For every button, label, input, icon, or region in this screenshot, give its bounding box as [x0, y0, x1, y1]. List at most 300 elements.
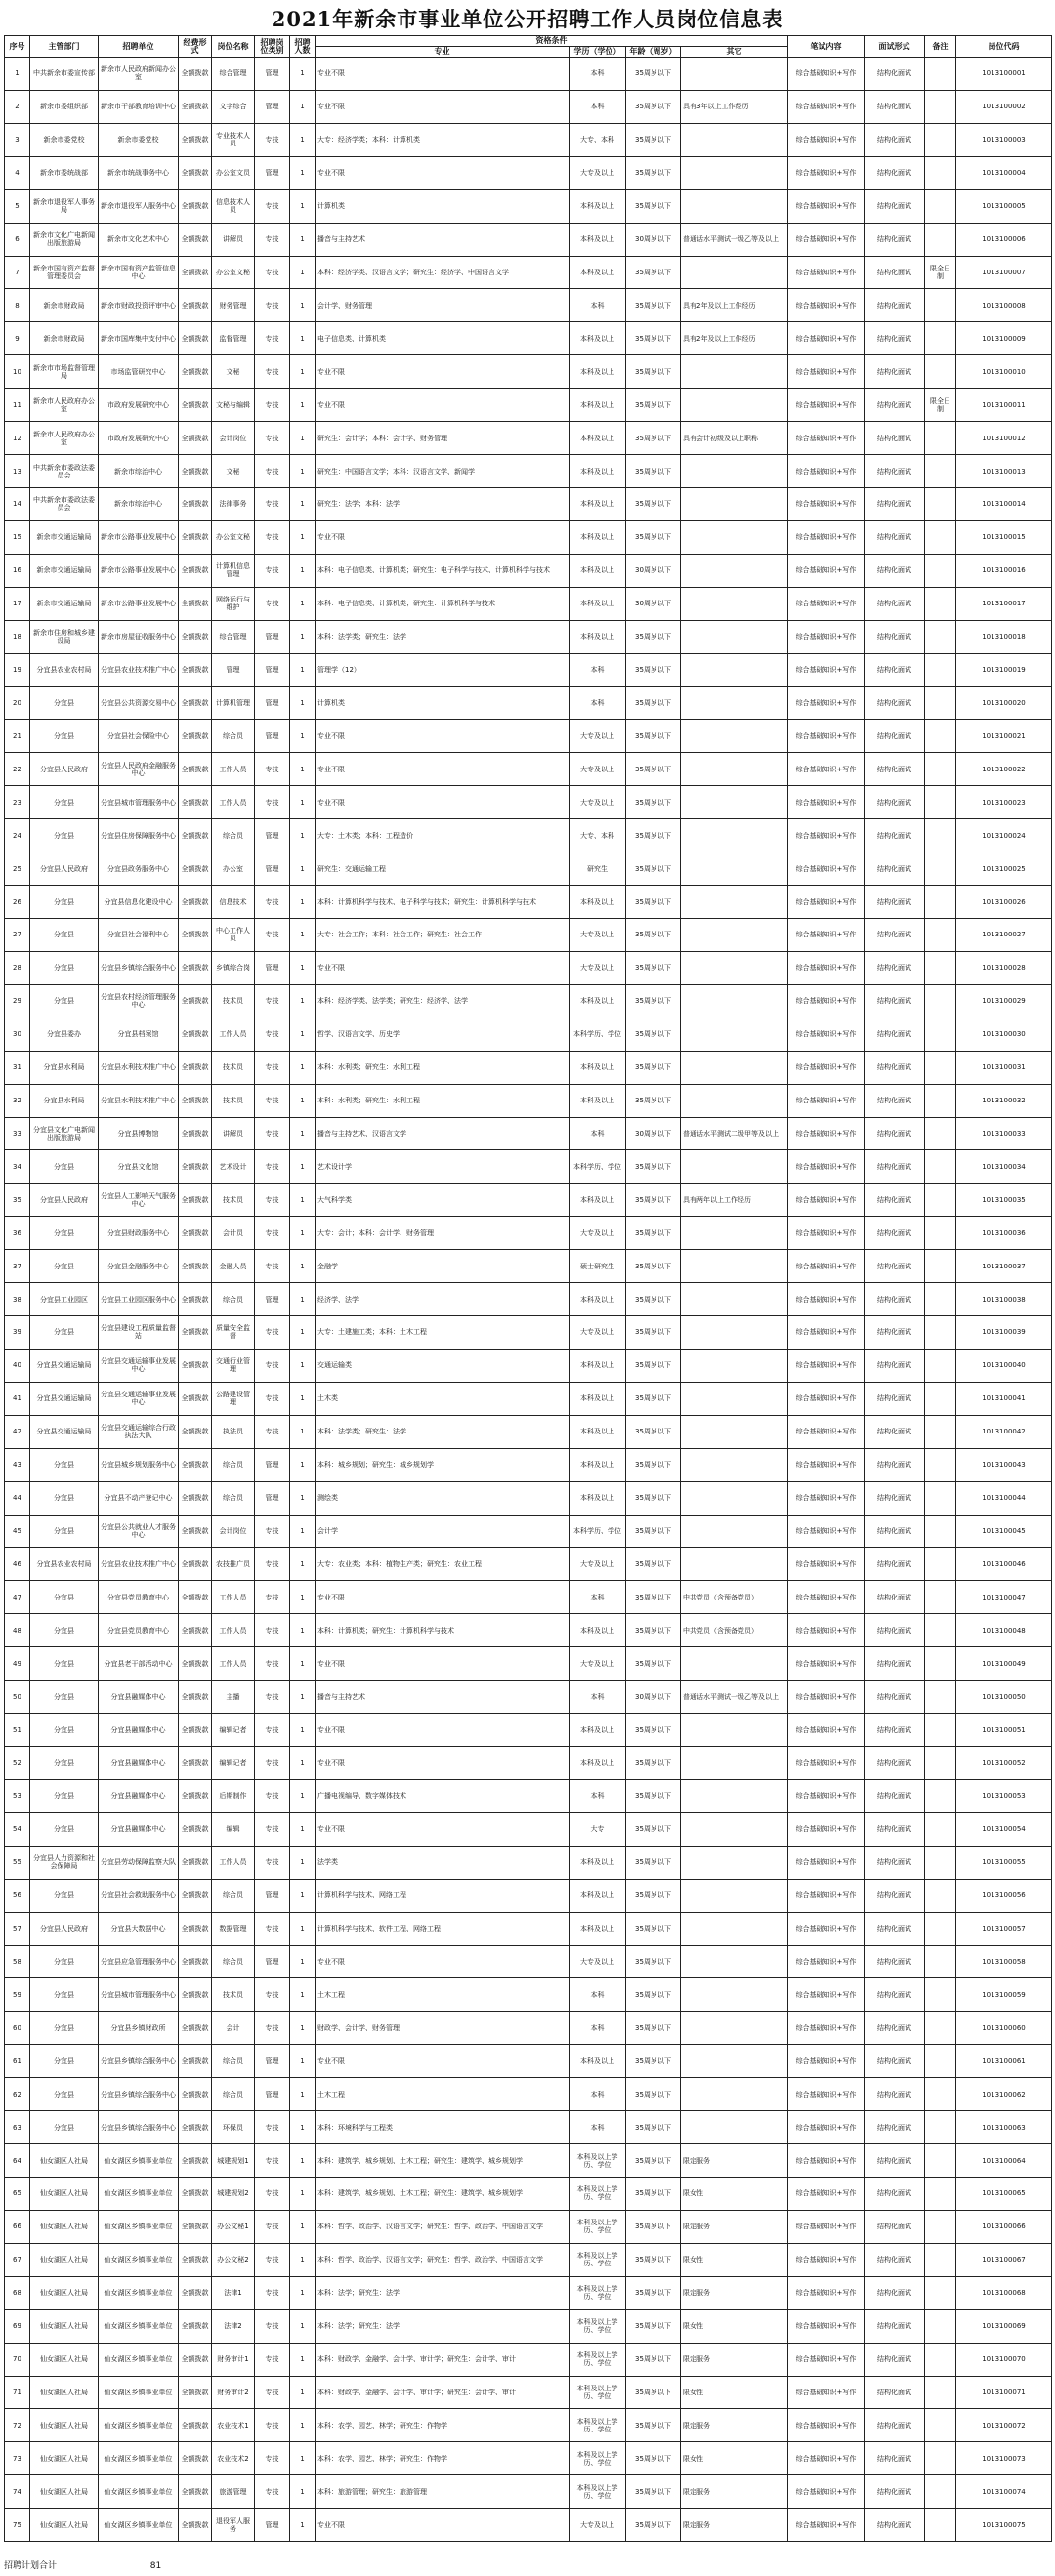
row-code: 1013100028: [956, 951, 1052, 984]
row-major: 专业不限: [316, 520, 570, 554]
row-post: 综合员: [212, 1945, 255, 1978]
row-age: 35周岁以下: [626, 686, 681, 720]
row-funding: 全额拨款: [179, 1382, 212, 1415]
row-post: 编辑: [212, 1812, 255, 1846]
row-count: 1: [290, 786, 316, 819]
row-major: 本科：法学类；研究生：法学: [316, 620, 570, 653]
row-count: 1: [290, 2045, 316, 2078]
row-unit: 分宜县融媒体中心: [99, 1681, 179, 1714]
row-age: 35周岁以下: [626, 487, 681, 520]
row-major: 专业不限: [316, 156, 570, 189]
row-other: [681, 786, 788, 819]
row-interview: 结构化面试: [865, 951, 925, 984]
row-dept: 分宜县: [30, 951, 99, 984]
row-age: 35周岁以下: [626, 2475, 681, 2509]
row-age: 35周岁以下: [626, 1250, 681, 1283]
row-dept: 新余市交通运输局: [30, 587, 99, 620]
row-interview: 结构化面试: [865, 1481, 925, 1515]
row-code: 1013100011: [956, 389, 1052, 422]
row-unit: 新余市国有资产监管信息中心: [99, 256, 179, 289]
table-row: [5, 2409, 1052, 2442]
table-row: [5, 520, 1052, 554]
col-header-index: 序号: [5, 36, 30, 58]
row-unit: 仙女湖区乡镇事业单位: [99, 2442, 179, 2475]
row-funding: 全额拨款: [179, 1481, 212, 1515]
col-header-post: 岗位名称: [212, 36, 255, 58]
row-age: 35周岁以下: [626, 1448, 681, 1481]
row-written: 综合基础知识+写作: [788, 1812, 865, 1846]
row-written: 综合基础知识+写作: [788, 1283, 865, 1316]
row-major: 土木工程: [316, 2078, 570, 2111]
row-age: 35周岁以下: [626, 2210, 681, 2243]
row-code: 1013100019: [956, 653, 1052, 686]
row-count: 1: [290, 852, 316, 886]
row-note: [925, 1481, 956, 1515]
row-category: 专技: [255, 1084, 290, 1117]
row-major: 播音与主持艺术: [316, 1681, 570, 1714]
row-note: [925, 620, 956, 653]
row-index: 12: [5, 422, 30, 455]
row-major: 会计学、财务管理: [316, 289, 570, 322]
row-other: 普通话水平测试一级乙等及以上: [681, 223, 788, 256]
row-major: 研究生：交通运输工程: [316, 852, 570, 886]
row-dept: 仙女湖区人社局: [30, 2276, 99, 2309]
row-degree: 本科及以上: [570, 1051, 626, 1084]
row-unit: 分宜县农业技术推广中心: [99, 1548, 179, 1581]
row-other: [681, 455, 788, 488]
row-interview: 结构化面试: [865, 1812, 925, 1846]
row-other: [681, 1415, 788, 1448]
row-interview: 结构化面试: [865, 2343, 925, 2376]
row-interview: 结构化面试: [865, 2144, 925, 2178]
row-post: 农技推广员: [212, 1548, 255, 1581]
row-major: 本科：旅游管理；研究生：旅游管理: [316, 2475, 570, 2509]
table-row: [5, 2276, 1052, 2309]
row-category: 专技: [255, 389, 290, 422]
row-index: 51: [5, 1714, 30, 1747]
table-row: [5, 1250, 1052, 1283]
row-interview: 结构化面试: [865, 1316, 925, 1350]
row-note: [925, 2343, 956, 2376]
row-written: 综合基础知识+写作: [788, 2045, 865, 2078]
row-other: 限定服务: [681, 2475, 788, 2509]
row-dept: 分宜县: [30, 1217, 99, 1250]
row-funding: 全额拨款: [179, 554, 212, 587]
row-note: [925, 1747, 956, 1780]
row-note: [925, 2012, 956, 2045]
table-row: [5, 653, 1052, 686]
row-age: 35周岁以下: [626, 156, 681, 189]
row-index: 16: [5, 554, 30, 587]
row-degree: 本科: [570, 1779, 626, 1812]
row-note: [925, 2111, 956, 2144]
row-age: 35周岁以下: [626, 1978, 681, 2012]
row-written: 综合基础知识+写作: [788, 2276, 865, 2309]
col-header-dept: 主管部门: [30, 36, 99, 58]
row-unit: 分宜县乡镇综合服务中心: [99, 951, 179, 984]
row-other: 具有两年以上工作经历: [681, 1184, 788, 1217]
row-other: [681, 256, 788, 289]
row-written: 综合基础知识+写作: [788, 2210, 865, 2243]
row-degree: 大专及以上: [570, 951, 626, 984]
row-degree: 本科学历、学位: [570, 1515, 626, 1548]
row-written: 综合基础知识+写作: [788, 1714, 865, 1747]
row-code: 1013100009: [956, 322, 1052, 355]
row-note: [925, 1978, 956, 2012]
row-degree: 本科及以上: [570, 984, 626, 1018]
row-funding: 全额拨款: [179, 1614, 212, 1647]
row-other: 中共党员（含预备党员）: [681, 1581, 788, 1614]
row-category: 管理: [255, 2509, 290, 2542]
row-interview: 结构化面试: [865, 1051, 925, 1084]
col-header-other: 其它: [681, 47, 788, 58]
row-category: 管理: [255, 720, 290, 753]
row-major: 土木工程: [316, 1978, 570, 2012]
row-unit: 分宜县融媒体中心: [99, 1747, 179, 1780]
row-category: 专技: [255, 786, 290, 819]
row-degree: 本科及以上: [570, 2045, 626, 2078]
row-dept: 分宜县: [30, 1150, 99, 1184]
row-index: 62: [5, 2078, 30, 2111]
row-note: [925, 686, 956, 720]
row-written: 综合基础知识+写作: [788, 1117, 865, 1150]
row-written: 综合基础知识+写作: [788, 1515, 865, 1548]
row-category: 专技: [255, 1415, 290, 1448]
row-dept: 分宜县: [30, 1978, 99, 2012]
table-row: [5, 389, 1052, 422]
row-unit: 分宜县交通运输综合行政执法大队: [99, 1415, 179, 1448]
row-major: 计算机科学与技术、软件工程、网络工程: [316, 1912, 570, 1945]
row-written: 综合基础知识+写作: [788, 1250, 865, 1283]
row-index: 50: [5, 1681, 30, 1714]
row-written: 综合基础知识+写作: [788, 58, 865, 91]
row-code: 1013100062: [956, 2078, 1052, 2111]
row-written: 综合基础知识+写作: [788, 2144, 865, 2178]
row-category: 专技: [255, 487, 290, 520]
row-funding: 全额拨款: [179, 1581, 212, 1614]
row-index: 15: [5, 520, 30, 554]
row-post: 执法员: [212, 1415, 255, 1448]
row-note: [925, 2442, 956, 2475]
row-index: 36: [5, 1217, 30, 1250]
total-row: [4, 2558, 161, 2571]
row-dept: 分宜县: [30, 1481, 99, 1515]
row-category: 管理: [255, 1879, 290, 1912]
row-other: 限定服务: [681, 2409, 788, 2442]
row-index: 41: [5, 1382, 30, 1415]
row-index: 27: [5, 918, 30, 951]
row-note: [925, 1217, 956, 1250]
row-code: 1013100021: [956, 720, 1052, 753]
row-funding: 全额拨款: [179, 2509, 212, 2542]
row-age: 30周岁以下: [626, 1681, 681, 1714]
row-index: 49: [5, 1647, 30, 1681]
row-written: 综合基础知识+写作: [788, 1647, 865, 1681]
row-dept: 分宜县: [30, 918, 99, 951]
row-code: 1013100068: [956, 2276, 1052, 2309]
row-degree: 本科及以上学历、学位: [570, 2376, 626, 2409]
row-category: 管理: [255, 90, 290, 123]
row-note: [925, 753, 956, 786]
row-count: 1: [290, 1515, 316, 1548]
table-row: [5, 1217, 1052, 1250]
row-post: 财务审计1: [212, 2343, 255, 2376]
row-note: [925, 2144, 956, 2178]
row-dept: 新余市财政局: [30, 289, 99, 322]
row-degree: 本科及以上学历、学位: [570, 2442, 626, 2475]
row-category: 管理: [255, 852, 290, 886]
row-category: 管理: [255, 686, 290, 720]
row-age: 30周岁以下: [626, 223, 681, 256]
row-count: 1: [290, 554, 316, 587]
row-interview: 结构化面试: [865, 1415, 925, 1448]
row-count: 1: [290, 984, 316, 1018]
row-dept: 分宜县: [30, 1879, 99, 1912]
row-note: [925, 1184, 956, 1217]
row-code: 1013100058: [956, 1945, 1052, 1978]
row-other: 限女性: [681, 2376, 788, 2409]
row-code: 1013100040: [956, 1349, 1052, 1382]
row-category: 管理: [255, 620, 290, 653]
row-post: 质量安全监督: [212, 1316, 255, 1350]
row-count: 1: [290, 487, 316, 520]
row-funding: 全额拨款: [179, 1250, 212, 1283]
row-funding: 全额拨款: [179, 1316, 212, 1350]
row-interview: 结构化面试: [865, 2078, 925, 2111]
row-age: 35周岁以下: [626, 1283, 681, 1316]
row-age: 35周岁以下: [626, 2343, 681, 2376]
row-interview: 结构化面试: [865, 686, 925, 720]
row-written: 综合基础知识+写作: [788, 1217, 865, 1250]
row-unit: 仙女湖区乡镇事业单位: [99, 2144, 179, 2178]
row-count: 1: [290, 1779, 316, 1812]
row-written: 综合基础知识+写作: [788, 2442, 865, 2475]
row-index: 26: [5, 886, 30, 919]
row-written: 综合基础知识+写作: [788, 90, 865, 123]
row-note: [925, 1382, 956, 1415]
row-dept: 新余市委统战部: [30, 156, 99, 189]
row-note: [925, 455, 956, 488]
row-age: 35周岁以下: [626, 289, 681, 322]
row-degree: 本科学历、学位: [570, 1150, 626, 1184]
row-category: 专技: [255, 189, 290, 223]
row-note: [925, 1415, 956, 1448]
row-count: 1: [290, 653, 316, 686]
table-row: [5, 156, 1052, 189]
row-category: 管理: [255, 58, 290, 91]
row-funding: 全额拨款: [179, 1051, 212, 1084]
row-other: [681, 1945, 788, 1978]
table-row: [5, 819, 1052, 852]
row-major: 本科：水利类；研究生：水利工程: [316, 1051, 570, 1084]
positions-table: [4, 35, 1052, 2542]
row-index: 64: [5, 2144, 30, 2178]
row-note: [925, 322, 956, 355]
row-category: 专技: [255, 886, 290, 919]
row-degree: 本科: [570, 653, 626, 686]
row-note: [925, 1581, 956, 1614]
row-index: 63: [5, 2111, 30, 2144]
row-dept: 分宜县交通运输局: [30, 1415, 99, 1448]
row-unit: 分宜县应急管理服务中心: [99, 1945, 179, 1978]
row-major: 专业不限: [316, 753, 570, 786]
row-written: 综合基础知识+写作: [788, 587, 865, 620]
row-interview: 结构化面试: [865, 90, 925, 123]
row-interview: 结构化面试: [865, 223, 925, 256]
row-written: 综合基础知识+写作: [788, 1382, 865, 1415]
row-index: 10: [5, 355, 30, 389]
row-major: 本科：法学；研究生：法学: [316, 2309, 570, 2343]
row-code: 1013100001: [956, 58, 1052, 91]
row-code: 1013100056: [956, 1879, 1052, 1912]
row-funding: 全额拨款: [179, 123, 212, 156]
row-major: 播音与主持艺术、汉语言文学: [316, 1117, 570, 1150]
row-major: 本科：电子信息类、计算机类；研究生：电子科学与技术、计算机科学与技术: [316, 554, 570, 587]
row-interview: 结构化面试: [865, 487, 925, 520]
col-header-degree: 学历（学位）: [570, 47, 626, 58]
row-funding: 全额拨款: [179, 2276, 212, 2309]
row-funding: 全额拨款: [179, 455, 212, 488]
row-post: 办公室: [212, 852, 255, 886]
row-post: 工作人员: [212, 1846, 255, 1879]
row-interview: 结构化面试: [865, 389, 925, 422]
row-age: 35周岁以下: [626, 2509, 681, 2542]
row-age: 35周岁以下: [626, 1846, 681, 1879]
row-category: 专技: [255, 1349, 290, 1382]
table-row: [5, 487, 1052, 520]
row-interview: 结构化面试: [865, 753, 925, 786]
row-degree: 本科及以上: [570, 256, 626, 289]
row-major: 本科：农学、园艺、林学；研究生：作物学: [316, 2409, 570, 2442]
row-dept: 新余市住房和城乡建设局: [30, 620, 99, 653]
row-funding: 全额拨款: [179, 1846, 212, 1879]
row-count: 1: [290, 1349, 316, 1382]
row-interview: 结构化面试: [865, 520, 925, 554]
row-other: [681, 1217, 788, 1250]
row-funding: 全额拨款: [179, 2409, 212, 2442]
row-unit: 仙女湖区乡镇事业单位: [99, 2309, 179, 2343]
row-count: 1: [290, 1978, 316, 2012]
row-note: [925, 2409, 956, 2442]
row-degree: 本科: [570, 1117, 626, 1150]
row-unit: 分宜县党员教育中心: [99, 1581, 179, 1614]
row-funding: 全额拨款: [179, 189, 212, 223]
row-unit: 分宜县农业技术推广中心: [99, 653, 179, 686]
row-count: 1: [290, 2376, 316, 2409]
row-interview: 结构化面试: [865, 2111, 925, 2144]
row-code: 1013100012: [956, 422, 1052, 455]
row-written: 综合基础知识+写作: [788, 1779, 865, 1812]
row-note: [925, 1515, 956, 1548]
row-unit: 分宜县人工影响天气服务中心: [99, 1184, 179, 1217]
row-count: 1: [290, 1150, 316, 1184]
row-post: 文秘: [212, 355, 255, 389]
row-dept: 分宜县: [30, 1647, 99, 1681]
row-written: 综合基础知识+写作: [788, 1846, 865, 1879]
row-age: 35周岁以下: [626, 1018, 681, 1051]
row-note: [925, 2475, 956, 2509]
row-unit: 分宜县不动产登记中心: [99, 1481, 179, 1515]
row-degree: 本科及以上: [570, 554, 626, 587]
row-degree: 大专及以上: [570, 753, 626, 786]
col-header-interview: 面试形式: [865, 36, 925, 58]
row-category: 专技: [255, 1382, 290, 1415]
row-note: [925, 156, 956, 189]
row-dept: 分宜县: [30, 1747, 99, 1780]
row-unit: 新余市统战事务中心: [99, 156, 179, 189]
row-dept: 分宜县: [30, 2012, 99, 2045]
row-count: 1: [290, 1184, 316, 1217]
row-funding: 全额拨款: [179, 289, 212, 322]
row-unit: 分宜县水利技术推广中心: [99, 1051, 179, 1084]
row-code: 1013100055: [956, 1846, 1052, 1879]
row-post: 法律1: [212, 2276, 255, 2309]
row-interview: 结构化面试: [865, 1548, 925, 1581]
row-count: 1: [290, 1018, 316, 1051]
row-unit: 分宜县农村经济管理服务中心: [99, 984, 179, 1018]
row-written: 综合基础知识+写作: [788, 2509, 865, 2542]
row-funding: 全额拨款: [179, 786, 212, 819]
row-note: [925, 1714, 956, 1747]
row-funding: 全额拨款: [179, 1415, 212, 1448]
row-interview: 结构化面试: [865, 2442, 925, 2475]
table-row: [5, 2178, 1052, 2211]
row-post: 工作人员: [212, 1647, 255, 1681]
row-degree: 大专及以上: [570, 1217, 626, 1250]
row-written: 综合基础知识+写作: [788, 2343, 865, 2376]
row-unit: 分宜县文化馆: [99, 1150, 179, 1184]
row-degree: 本科及以上学历、学位: [570, 2343, 626, 2376]
row-code: 1013100061: [956, 2045, 1052, 2078]
row-unit: 分宜县建设工程质量监督站: [99, 1316, 179, 1350]
row-code: 1013100047: [956, 1581, 1052, 1614]
row-post: 综合员: [212, 720, 255, 753]
row-major: 管理学（12）: [316, 653, 570, 686]
row-funding: 全额拨款: [179, 355, 212, 389]
row-written: 综合基础知识+写作: [788, 1581, 865, 1614]
row-category: 专技: [255, 2144, 290, 2178]
row-code: 1013100015: [956, 520, 1052, 554]
row-other: [681, 355, 788, 389]
row-note: [925, 852, 956, 886]
row-major: 大专：经济学类；本科：计算机类: [316, 123, 570, 156]
row-note: [925, 720, 956, 753]
row-degree: 本科及以上: [570, 587, 626, 620]
row-count: 1: [290, 189, 316, 223]
row-count: 1: [290, 2243, 316, 2276]
row-code: 1013100034: [956, 1150, 1052, 1184]
row-note: [925, 1117, 956, 1150]
row-unit: 分宜县乡镇综合服务中心: [99, 2045, 179, 2078]
row-index: 4: [5, 156, 30, 189]
row-unit: 仙女湖区乡镇事业单位: [99, 2243, 179, 2276]
row-unit: 分宜县人民政府金融服务中心: [99, 753, 179, 786]
row-count: 1: [290, 156, 316, 189]
row-written: 综合基础知识+写作: [788, 951, 865, 984]
row-degree: 本科: [570, 2111, 626, 2144]
row-index: 24: [5, 819, 30, 852]
row-note: [925, 1912, 956, 1945]
row-unit: 分宜县水利技术推广中心: [99, 1084, 179, 1117]
row-post: 监督管理: [212, 322, 255, 355]
row-post: 农业技术2: [212, 2442, 255, 2475]
row-post: 会计: [212, 2012, 255, 2045]
table-row: [5, 1581, 1052, 1614]
row-count: 1: [290, 1316, 316, 1350]
table-row: [5, 1647, 1052, 1681]
row-dept: 新余市国有资产监督管理委员会: [30, 256, 99, 289]
row-dept: 分宜县交通运输局: [30, 1349, 99, 1382]
